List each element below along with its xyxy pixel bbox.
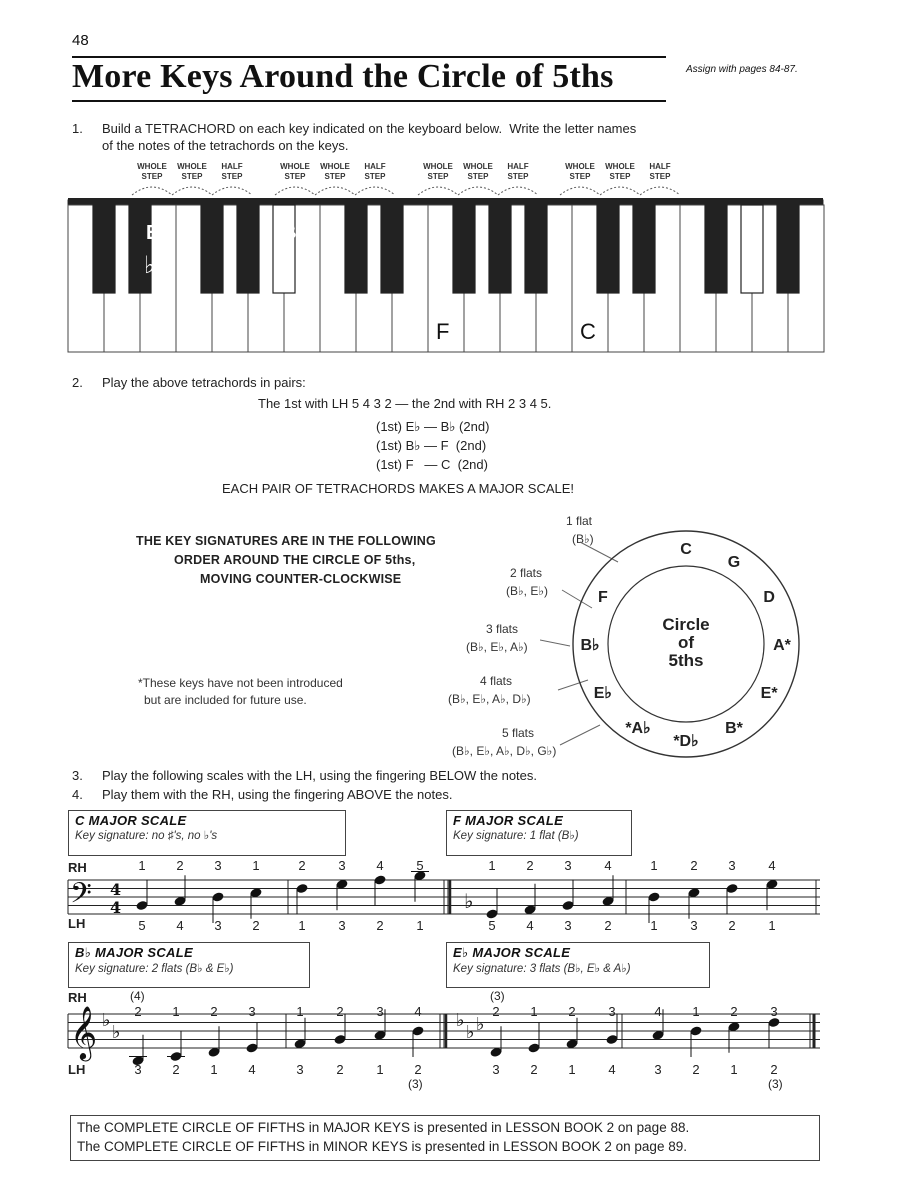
black-key[interactable] (633, 205, 655, 293)
paren-4-rh: (4) (130, 989, 145, 1003)
finger-number: 3 (654, 1062, 662, 1077)
finger-number: 1 (488, 858, 496, 873)
black-key[interactable] (237, 205, 259, 293)
e-flat-major-key-signature: Key signature: 3 flats (B♭, E♭ & A♭) (453, 963, 631, 975)
step-label-top: HALF (364, 162, 386, 171)
flat-arrow (540, 640, 570, 646)
flat-5-notes: (B♭, E♭, A♭, D♭, G♭) (452, 744, 557, 758)
time-signature-top: 4 (110, 880, 122, 899)
circle-key-label: B♭ (580, 637, 600, 654)
step-label-bottom: STEP (427, 172, 449, 181)
step-arc (640, 187, 680, 195)
finger-number: 5 (488, 918, 496, 933)
step-arc (315, 187, 355, 195)
f-major-scale-box (446, 810, 632, 856)
circle-key-label: C (680, 541, 692, 558)
finger-number: 4 (654, 1004, 662, 1019)
b-flat-major-title: B♭ MAJOR SCALE (75, 945, 193, 960)
step-2-instruction: 2. Play the above tetrachords in pairs: (72, 375, 306, 390)
circle-center-line-1: Circle (662, 615, 710, 634)
black-key[interactable] (345, 205, 367, 293)
step-arc (212, 187, 252, 195)
step-label-bottom: STEP (467, 172, 489, 181)
circle-center-line-3: 5ths (668, 651, 704, 670)
finger-number: 2 (172, 1062, 180, 1077)
finger-number: 1 (210, 1062, 218, 1077)
footer-line-2: The COMPLETE CIRCLE OF FIFTHS in MINOR KEYS is presented in LESSON BOOK 2 on page 89. (77, 1139, 687, 1154)
key-label-e-flat-letter: E (146, 222, 160, 244)
finger-number: 2 (134, 1004, 142, 1019)
step-label-top: WHOLE (463, 162, 493, 171)
finger-number: 1 (650, 858, 658, 873)
finger-number: 3 (564, 918, 572, 933)
piano-keyboard (60, 155, 840, 360)
finger-number: 2 (690, 858, 698, 873)
pair-3: (1st) F — C (2nd) (376, 457, 488, 472)
key-sig-flat: ♭ (466, 1022, 475, 1043)
black-key[interactable] (489, 205, 511, 293)
finger-number: 3 (248, 1004, 256, 1019)
step-label-top: HALF (649, 162, 671, 171)
finger-number: 1 (768, 918, 776, 933)
flat-5-label: 5 flats (502, 726, 535, 740)
finger-number: 3 (608, 1004, 616, 1019)
title-bottom-rule (72, 100, 666, 102)
rh-label-row-2: RH (68, 990, 87, 1005)
step-1-line-1: Build a TETRACHORD on each key indicated on the keyboard below. Write the letter names (102, 121, 637, 136)
finger-number: 2 (210, 1004, 218, 1019)
finger-number: 1 (172, 1004, 180, 1019)
finger-number: 4 (414, 1004, 422, 1019)
step-label-bottom: STEP (221, 172, 243, 181)
e-flat-major-scale-box (446, 942, 710, 988)
finger-number: 2 (530, 1062, 538, 1077)
key-label-c: C (580, 319, 596, 344)
key-sig-flat: ♭ (112, 1022, 121, 1043)
finger-number: 5 (416, 858, 424, 873)
black-key[interactable] (705, 205, 727, 293)
step-arc (275, 187, 315, 195)
finger-number: 1 (296, 1004, 304, 1019)
step-2-hands: The 1st with LH 5 4 3 2 — the 2nd with RH 2 3 4 5. (258, 396, 552, 411)
finger-number: 3 (296, 1062, 304, 1077)
circle-key-label: *D♭ (673, 733, 699, 750)
circle-key-label: A* (773, 637, 791, 654)
step-label-bottom: STEP (364, 172, 386, 181)
circle-key-label: E* (760, 685, 778, 702)
c-major-title: C MAJOR SCALE (75, 813, 187, 828)
step-arc (355, 187, 395, 195)
circle-center-line-2: of (677, 633, 695, 652)
finger-number: 1 (530, 1004, 538, 1019)
footer-line-1: The COMPLETE CIRCLE OF FIFTHS in MAJOR KEYS is presented in LESSON BOOK 2 on page 88. (77, 1120, 690, 1135)
finger-number: 5 (138, 918, 146, 933)
finger-number: 2 (492, 1004, 500, 1019)
black-key[interactable] (201, 205, 223, 293)
rh-label-row-1: RH (68, 860, 87, 875)
step-label-top: WHOLE (605, 162, 635, 171)
step-label-top: WHOLE (565, 162, 595, 171)
step-label-bottom: STEP (507, 172, 529, 181)
step-arc (498, 187, 538, 195)
assign-note: Assign with pages 84-87. (686, 64, 798, 75)
finger-number: 4 (526, 918, 534, 933)
black-key[interactable] (777, 205, 799, 293)
step-label-bottom: STEP (181, 172, 203, 181)
lh-label-row-2: LH (68, 1062, 86, 1077)
black-key[interactable] (741, 205, 763, 293)
circle-caption-1: THE KEY SIGNATURES ARE IN THE FOLLOWING (136, 534, 436, 548)
finger-number: 4 (248, 1062, 256, 1077)
lh-label-row-1: LH (68, 916, 86, 931)
flat-arrows (540, 542, 618, 745)
key-label-e-flat-accidental: ♭ (144, 251, 156, 279)
page-title: More Keys Around the Circle of 5ths (72, 58, 614, 95)
f-major-key-signature: Key signature: 1 flat (B♭) (453, 830, 579, 842)
step-arc (458, 187, 498, 195)
black-key[interactable] (93, 205, 115, 293)
footnote-2: but are included for future use. (144, 693, 307, 707)
circle-key-label: E♭ (593, 685, 612, 702)
circle-key-label: B* (725, 720, 743, 738)
circle-key-label: F (597, 589, 608, 606)
circle-key-label: *A♭ (625, 720, 651, 738)
finger-number: 3 (338, 918, 346, 933)
step-2-summary: EACH PAIR OF TETRACHORDS MAKES A MAJOR SCALE! (222, 481, 575, 496)
step-label-top: WHOLE (137, 162, 167, 171)
flat-arrow (560, 725, 600, 745)
key-sig-flat: ♭ (476, 1014, 485, 1035)
finger-number: 3 (214, 858, 222, 873)
staff-row-1-lh-fingering (138, 918, 775, 933)
key-sig-flat: ♭ (464, 889, 474, 913)
finger-number: 2 (252, 918, 260, 933)
finger-number: 3 (376, 1004, 384, 1019)
finger-number: 2 (414, 1062, 422, 1077)
circle-key-label: D (763, 589, 775, 606)
flat-3-notes: (B♭, E♭, A♭) (466, 640, 528, 654)
finger-number: 4 (608, 1062, 616, 1077)
step-1-instruction: 1. Build a TETRACHORD on each key indicated on the keyboard below. Write the letter names of the notes of the tetrachords on the keys. (72, 121, 637, 153)
footnote-1: *These keys have not been introduced (138, 676, 343, 690)
b-flat-major-key-signature: Key signature: 2 flats (B♭ & E♭) (75, 963, 234, 975)
step-label-top: HALF (507, 162, 529, 171)
pair-1: (1st) E♭ — B♭ (2nd) (376, 419, 490, 434)
paren-3-lh-first: (3) (408, 1077, 423, 1091)
finger-number: 2 (336, 1062, 344, 1077)
step-4-instruction: 4. Play them with the RH, using the fingering ABOVE the notes. (72, 787, 453, 802)
page-number: 48 (72, 32, 89, 49)
lesson-book-reference-box (70, 1115, 820, 1161)
b-flat-major-scale-box (68, 942, 310, 988)
staff-row-2 (60, 984, 840, 1094)
finger-number: 1 (252, 858, 260, 873)
paren-3-lh-second: (3) (768, 1077, 783, 1091)
flat-4-notes: (B♭, E♭, A♭, D♭) (448, 692, 531, 706)
step-label-bottom: STEP (324, 172, 346, 181)
black-key[interactable] (129, 205, 151, 293)
finger-number: 1 (730, 1062, 738, 1077)
circle-of-fifths-diagram (540, 520, 840, 770)
step-3-instruction: 3. Play the following scales with the LH, using the fingering BELOW the notes. (72, 768, 538, 783)
finger-number: 2 (730, 1004, 738, 1019)
finger-number: 2 (728, 918, 736, 933)
finger-number: 3 (690, 918, 698, 933)
clef-symbol: 𝄞 (70, 1005, 98, 1059)
staff-row-2-notes (129, 1009, 781, 1066)
finger-number: 3 (564, 858, 572, 873)
step-label-top: WHOLE (280, 162, 310, 171)
key-sig-flat: ♭ (102, 1010, 111, 1031)
step-label-bottom: STEP (649, 172, 671, 181)
step-label-bottom: STEP (284, 172, 306, 181)
key-label-f: F (436, 319, 450, 344)
finger-number: 2 (770, 1062, 778, 1077)
flat-arrow (562, 590, 592, 608)
staff-row-2-lh-fingering (134, 1062, 777, 1077)
finger-number: 1 (298, 918, 306, 933)
c-major-scale-box (68, 810, 346, 856)
finger-number: 4 (376, 858, 384, 873)
step-1-line-2: of the notes of the tetrachords on the keys. (102, 138, 349, 153)
key-sig-flat: ♭ (456, 1010, 465, 1031)
circle-caption-2: ORDER AROUND THE CIRCLE OF 5ths, (174, 553, 416, 567)
flat-1-notes: (B♭) (572, 532, 594, 546)
step-arc (600, 187, 640, 195)
pair-2: (1st) B♭ — F (2nd) (376, 438, 487, 453)
finger-number: 3 (134, 1062, 142, 1077)
f-major-title: F MAJOR SCALE (453, 813, 564, 828)
finger-number: 1 (138, 858, 146, 873)
finger-number: 3 (338, 858, 346, 873)
finger-number: 1 (416, 918, 424, 933)
finger-number: 2 (692, 1062, 700, 1077)
finger-number: 4 (768, 858, 776, 873)
black-key[interactable] (273, 205, 295, 293)
finger-number: 3 (492, 1062, 500, 1077)
black-key[interactable] (381, 205, 403, 293)
finger-number: 2 (176, 858, 184, 873)
step-label-top: WHOLE (320, 162, 350, 171)
step-arc (172, 187, 212, 195)
finger-number: 2 (336, 1004, 344, 1019)
key-label-b-flat-letter: B (282, 222, 297, 244)
circle-key-label: G (727, 553, 741, 571)
finger-number: 3 (728, 858, 736, 873)
finger-number: 2 (526, 858, 534, 873)
step-label-bottom: STEP (569, 172, 591, 181)
time-signature-bottom: 4 (110, 898, 122, 917)
finger-number: 1 (568, 1062, 576, 1077)
step-label-top: WHOLE (423, 162, 453, 171)
clef-symbol: 𝄢 (70, 877, 92, 917)
step-arc (132, 187, 172, 195)
step-label-bottom: STEP (609, 172, 631, 181)
c-major-key-signature: Key signature: no ♯'s, no ♭'s (75, 830, 218, 842)
black-key[interactable] (597, 205, 619, 293)
paren-3-rh: (3) (490, 989, 505, 1003)
black-key[interactable] (453, 205, 475, 293)
step-labels (132, 162, 680, 195)
step-label-top: HALF (221, 162, 243, 171)
finger-number: 1 (376, 1062, 384, 1077)
key-label-b-flat-accidental: ♭ (280, 251, 292, 279)
staff-row-1 (60, 852, 840, 936)
flat-2-notes: (B♭, E♭) (506, 584, 548, 598)
finger-number: 3 (214, 918, 222, 933)
staff-row-1-rh-fingering (138, 858, 775, 873)
black-key[interactable] (525, 205, 547, 293)
step-arc (560, 187, 600, 195)
finger-number: 2 (604, 918, 612, 933)
finger-number: 4 (604, 858, 612, 873)
finger-number: 1 (650, 918, 658, 933)
finger-number: 1 (692, 1004, 700, 1019)
finger-number: 3 (770, 1004, 778, 1019)
flat-3-label: 3 flats (486, 622, 519, 636)
finger-number: 2 (376, 918, 384, 933)
circle-caption-3: MOVING COUNTER-CLOCKWISE (200, 572, 402, 586)
staff-row-1-lines (68, 877, 820, 917)
step-label-top: WHOLE (177, 162, 207, 171)
flat-arrow (558, 680, 588, 690)
finger-number: 2 (298, 858, 306, 873)
finger-number: 2 (568, 1004, 576, 1019)
e-flat-major-title: E♭ MAJOR SCALE (453, 945, 571, 960)
flat-4-label: 4 flats (480, 674, 513, 688)
step-label-bottom: STEP (141, 172, 163, 181)
flat-2-label: 2 flats (510, 566, 543, 580)
finger-number: 4 (176, 918, 184, 933)
step-arc (418, 187, 458, 195)
flat-1-label: 1 flat (566, 514, 593, 528)
